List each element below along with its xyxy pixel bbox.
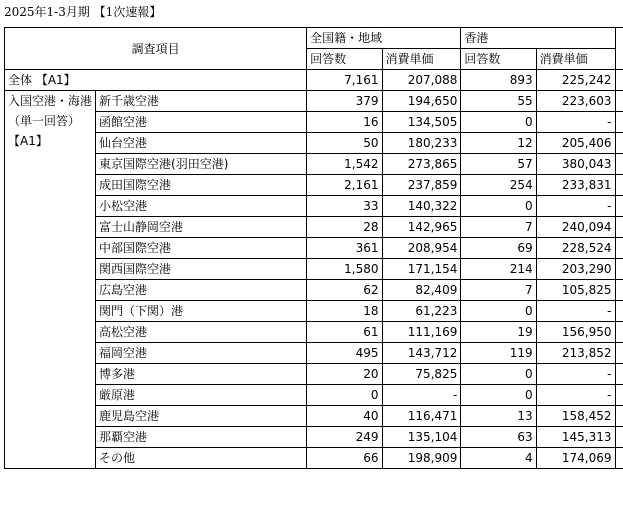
header-survey-item: 調査項目 (5, 28, 307, 70)
responses-all: 16 (307, 112, 382, 133)
survey-table (4, 27, 623, 469)
port-name: 関門（下関）港 (96, 301, 307, 322)
group-label (5, 91, 96, 469)
unit-spend-hongkong: 174,069 (536, 448, 615, 469)
total-unit-spend-all: 207,088 (382, 70, 461, 91)
overflow-cell (615, 238, 623, 259)
table-row (5, 448, 623, 469)
unit-spend-hongkong: 240,094 (536, 217, 615, 238)
responses-hongkong: 0 (461, 385, 536, 406)
total-unit-spend-hongkong: 225,242 (536, 70, 615, 91)
responses-hongkong: 55 (461, 91, 536, 112)
port-name: 小松空港 (96, 196, 307, 217)
overflow-cell (615, 280, 623, 301)
unit-spend-all: 171,154 (382, 259, 461, 280)
table-caption: 2025年1-3月期 【1次速報】 (4, 5, 162, 19)
responses-all: 249 (307, 427, 382, 448)
responses-hongkong: 7 (461, 280, 536, 301)
table-row (5, 112, 623, 133)
unit-spend-hongkong: - (536, 385, 615, 406)
unit-spend-hongkong: 156,950 (536, 322, 615, 343)
overflow-cell (615, 364, 623, 385)
header-group-hongkong: 香港 (461, 28, 615, 49)
port-name: その他 (96, 448, 307, 469)
unit-spend-all: - (382, 385, 461, 406)
responses-hongkong: 0 (461, 196, 536, 217)
overflow-cell (615, 112, 623, 133)
overflow-cell (615, 133, 623, 154)
overflow-cell (615, 175, 623, 196)
responses-all: 20 (307, 364, 382, 385)
responses-all: 18 (307, 301, 382, 322)
overflow-cell (615, 448, 623, 469)
unit-spend-hongkong: 228,524 (536, 238, 615, 259)
table-row (5, 301, 623, 322)
header-unit-spend-all: 消費単価 (382, 49, 461, 70)
unit-spend-hongkong: 145,313 (536, 427, 615, 448)
total-label: 全体 【A1】 (5, 70, 307, 91)
overflow-cell (615, 322, 623, 343)
responses-hongkong: 13 (461, 406, 536, 427)
responses-hongkong: 69 (461, 238, 536, 259)
responses-all: 66 (307, 448, 382, 469)
unit-spend-all: 237,859 (382, 175, 461, 196)
unit-spend-hongkong: - (536, 112, 615, 133)
responses-hongkong: 119 (461, 343, 536, 364)
header-group-all: 全国籍・地域 (307, 28, 461, 49)
table-row (5, 91, 623, 112)
port-name: 広島空港 (96, 280, 307, 301)
unit-spend-all: 61,223 (382, 301, 461, 322)
unit-spend-hongkong: - (536, 301, 615, 322)
port-name: 関西国際空港 (96, 259, 307, 280)
unit-spend-all: 134,505 (382, 112, 461, 133)
group-label-line: （単一回答） (8, 114, 81, 128)
responses-all: 61 (307, 322, 382, 343)
unit-spend-all: 273,865 (382, 154, 461, 175)
overflow-cell (615, 70, 623, 91)
overflow-cell (615, 91, 623, 112)
header-overflow-cell (615, 28, 623, 70)
responses-hongkong: 0 (461, 301, 536, 322)
responses-all: 28 (307, 217, 382, 238)
group-label-line: 【A1】 (8, 134, 48, 148)
responses-all: 50 (307, 133, 382, 154)
header-responses-hongkong: 回答数 (461, 49, 536, 70)
port-name: 博多港 (96, 364, 307, 385)
port-name: 中部国際空港 (96, 238, 307, 259)
unit-spend-hongkong: - (536, 364, 615, 385)
header-unit-spend-hongkong: 消費単価 (536, 49, 615, 70)
responses-all: 361 (307, 238, 382, 259)
responses-hongkong: 19 (461, 322, 536, 343)
unit-spend-hongkong: 233,831 (536, 175, 615, 196)
table-row (5, 427, 623, 448)
table-row (5, 133, 623, 154)
table-row (5, 154, 623, 175)
unit-spend-all: 142,965 (382, 217, 461, 238)
unit-spend-hongkong: 105,825 (536, 280, 615, 301)
table-row (5, 217, 623, 238)
responses-all: 33 (307, 196, 382, 217)
responses-all: 62 (307, 280, 382, 301)
unit-spend-all: 75,825 (382, 364, 461, 385)
unit-spend-hongkong: 223,603 (536, 91, 615, 112)
unit-spend-all: 82,409 (382, 280, 461, 301)
unit-spend-hongkong: 158,452 (536, 406, 615, 427)
unit-spend-all: 180,233 (382, 133, 461, 154)
unit-spend-hongkong: 380,043 (536, 154, 615, 175)
responses-all: 2,161 (307, 175, 382, 196)
unit-spend-all: 111,169 (382, 322, 461, 343)
responses-hongkong: 7 (461, 217, 536, 238)
table-row (5, 280, 623, 301)
table-row (5, 259, 623, 280)
unit-spend-hongkong: 205,406 (536, 133, 615, 154)
unit-spend-all: 135,104 (382, 427, 461, 448)
responses-hongkong: 4 (461, 448, 536, 469)
overflow-cell (615, 343, 623, 364)
header-responses-all: 回答数 (307, 49, 382, 70)
unit-spend-all: 140,322 (382, 196, 461, 217)
overflow-cell (615, 301, 623, 322)
responses-all: 1,542 (307, 154, 382, 175)
overflow-cell (615, 196, 623, 217)
overflow-cell (615, 154, 623, 175)
responses-hongkong: 57 (461, 154, 536, 175)
responses-all: 1,580 (307, 259, 382, 280)
unit-spend-all: 208,954 (382, 238, 461, 259)
responses-hongkong: 0 (461, 112, 536, 133)
total-row (5, 70, 623, 91)
port-name: 高松空港 (96, 322, 307, 343)
responses-hongkong: 12 (461, 133, 536, 154)
unit-spend-hongkong: 213,852 (536, 343, 615, 364)
overflow-cell (615, 217, 623, 238)
port-name: 仙台空港 (96, 133, 307, 154)
unit-spend-all: 194,650 (382, 91, 461, 112)
table-row (5, 322, 623, 343)
table-row (5, 385, 623, 406)
total-responses-hongkong: 893 (461, 70, 536, 91)
responses-all: 495 (307, 343, 382, 364)
table-row (5, 175, 623, 196)
overflow-cell (615, 427, 623, 448)
table-row (5, 196, 623, 217)
table-row (5, 343, 623, 364)
port-name: 新千歳空港 (96, 91, 307, 112)
responses-all: 379 (307, 91, 382, 112)
port-name: 東京国際空港(羽田空港) (96, 154, 307, 175)
overflow-cell (615, 385, 623, 406)
group-label-line: 入国空港・海港 (8, 94, 93, 108)
unit-spend-all: 198,909 (382, 448, 461, 469)
port-name: 富士山静岡空港 (96, 217, 307, 238)
table-row (5, 238, 623, 259)
port-name: 函館空港 (96, 112, 307, 133)
port-name: 福岡空港 (96, 343, 307, 364)
responses-all: 0 (307, 385, 382, 406)
port-name: 鹿児島空港 (96, 406, 307, 427)
table-row (5, 406, 623, 427)
header-row-1 (5, 28, 623, 49)
unit-spend-hongkong: - (536, 196, 615, 217)
responses-hongkong: 63 (461, 427, 536, 448)
responses-hongkong: 254 (461, 175, 536, 196)
responses-all: 40 (307, 406, 382, 427)
responses-hongkong: 0 (461, 364, 536, 385)
port-name: 成田国際空港 (96, 175, 307, 196)
unit-spend-all: 143,712 (382, 343, 461, 364)
unit-spend-all: 116,471 (382, 406, 461, 427)
total-responses-all: 7,161 (307, 70, 382, 91)
port-name: 那覇空港 (96, 427, 307, 448)
responses-hongkong: 214 (461, 259, 536, 280)
unit-spend-hongkong: 203,290 (536, 259, 615, 280)
table-row (5, 364, 623, 385)
port-name: 厳原港 (96, 385, 307, 406)
overflow-cell (615, 259, 623, 280)
overflow-cell (615, 406, 623, 427)
